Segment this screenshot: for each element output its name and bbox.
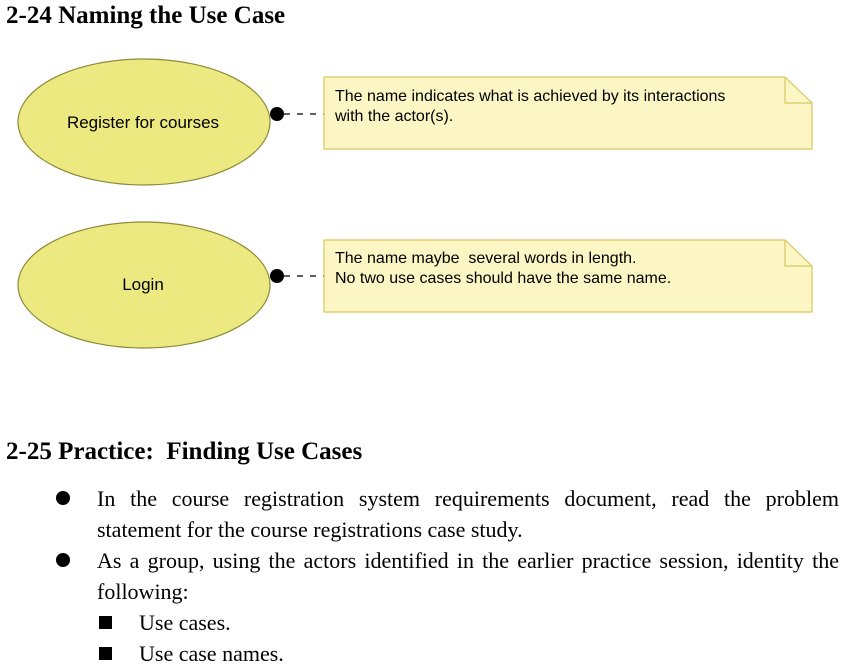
bullet-square-icon: [99, 616, 112, 629]
sub-bullet-text: Use case names.: [139, 641, 284, 666]
bullet-dot-icon: [56, 491, 70, 505]
list-item: [0, 483, 850, 545]
note-connector: [270, 107, 324, 121]
use-case-label: Register for courses: [66, 113, 220, 132]
list-item: [0, 638, 850, 669]
connector-dot: [270, 269, 284, 283]
note-line: No two use cases should have the same name.: [335, 270, 672, 287]
practice-bullet-list: [0, 483, 850, 669]
sub-bullet-list: [0, 607, 850, 669]
sub-bullet-text: Use cases.: [139, 610, 231, 635]
bullet-text: In the course registration system requirements document, read the problem statement for the course registrations case study.: [97, 486, 839, 542]
bullet-text: As a group, using the actors identified in the earlier practice session, identity the following:: [97, 548, 839, 604]
note-naming-rules: [324, 240, 812, 312]
use-case-diagram: [0, 50, 850, 360]
note-line: The name indicates what is achieved by its interactions: [335, 88, 726, 105]
use-case-register-for-courses: [18, 59, 270, 185]
list-item: [0, 545, 850, 669]
bullet-square-icon: [99, 647, 112, 660]
bullet-dot-icon: [56, 553, 70, 567]
use-case-login: [18, 222, 270, 348]
section-heading-naming-use-case: 2-24 Naming the Use Case: [6, 2, 286, 29]
note-line: with the actor(s).: [335, 108, 454, 125]
note-connector: [270, 269, 324, 283]
section-heading-practice: 2-25 Practice: Finding Use Cases: [6, 438, 363, 465]
connector-dot: [270, 107, 284, 121]
list-item: [0, 607, 850, 638]
note-line: The name maybe several words in length.: [335, 250, 637, 267]
use-case-label: Login: [122, 275, 164, 294]
note-naming-achievement: [324, 77, 812, 149]
